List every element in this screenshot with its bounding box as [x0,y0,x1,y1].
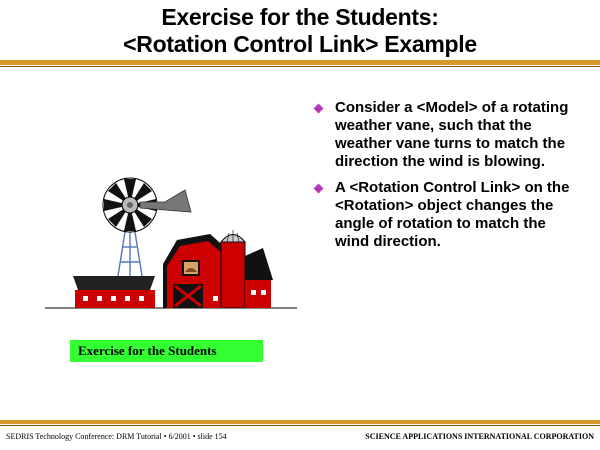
farm-weather-vane-illustration [45,172,300,312]
bullet-item [313,179,583,251]
silo [221,230,245,308]
top-divider-shadow [0,66,600,67]
bottom-divider [0,420,600,424]
slide-title [0,4,600,58]
slide-title-line-1: Exercise for the Students: [161,4,439,30]
diamond-bullet-icon [314,104,324,114]
bullet-item [313,99,583,171]
right-barn-wing [245,248,273,308]
diamond-bullet-icon [314,184,324,194]
windmill-tower [117,232,143,282]
footer-right: SCIENCE APPLICATIONS INTERNATIONAL CORPORATION [365,432,594,441]
top-divider [0,60,600,65]
exercise-label: Exercise for the Students [70,340,263,362]
bullet-list [313,99,583,259]
bottom-divider-shadow [0,425,600,426]
footer-left: SEDRIS Technology Conference: DRM Tutorial • 6/2001 • slide 154 [6,432,227,441]
bullet-text: Consider a <Model> of a rotating weather vane, such that the weather vane turns to match the direction the wind is blowing. [335,99,569,170]
left-shed [73,276,155,308]
bullet-text: A <Rotation Control Link> on the <Rotation> object changes the angle of rotation to match the wind direction. [335,179,570,250]
slide-title-line-2: <Rotation Control Link> Example [123,31,477,57]
